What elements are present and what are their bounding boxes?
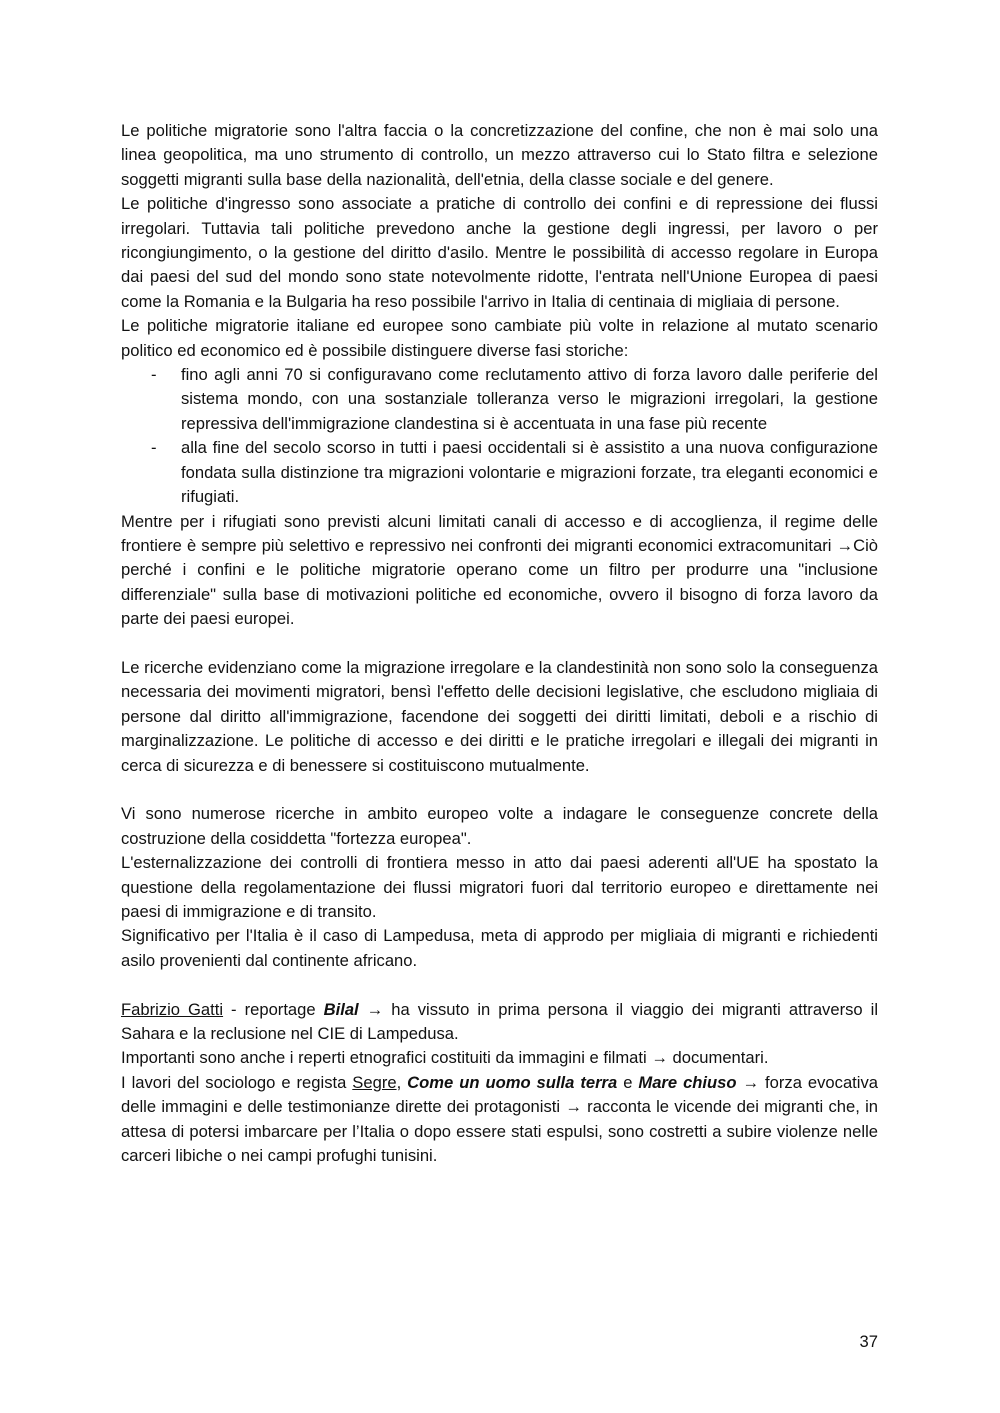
paragraph-lampedusa: Significativo per l'Italia è il caso di Lampedusa, meta di approdo per migliaia di migranti e richiedenti asilo provenienti dal continente africano. <box>121 926 878 970</box>
paragraph-entry-policies: Le politiche d'ingresso sono associate a pratiche di controllo dei confini e di repressione dei flussi irregolari. Tuttavia tali politiche prevedono anche la gestione degli ingressi, per lavoro o per ricongiungimento, o la gestione del diritto d'asilo. Mentre le possibilità di accesso regolare in Europa dai paesi del sud del mondo sono state notevolmente ridotte, l'entrata nell'Unione Europea di paesi come la Romania e la Bulgaria ha reso possibile l'arrivo in Italia di centinaia di migliaia di persone. <box>121 194 878 311</box>
text-span: , <box>396 1072 408 1092</box>
text-span: → ha vissuto in prima persona il viaggio dei migranti attraverso il Sahara e la reclusione nel CIE di Lampedusa. <box>121 999 879 1043</box>
author-segre: Segre <box>352 1072 397 1092</box>
paragraph-segre <box>121 1071 878 1169</box>
paragraph-spacer <box>121 973 878 997</box>
phases-list <box>121 363 878 509</box>
list-item-text: fino agli anni 70 si configuravano come reclutamento attivo di forza lavoro dalle periferie del sistema mondo, con una sostanziale tolleranza verso le migrazioni irregolari, la gestione repressiva dell'immigrazione clandestina si è accentuata in una fase più recente <box>181 365 878 433</box>
paragraph-ethnographic: Importanti sono anche i reperti etnografici costituiti da immagini e filmati → documentari. <box>121 1048 769 1068</box>
text-span: → forza evocativa delle immagini e delle testimonianze dirette dei protagonisti → racconta le vicende dei migranti che, in attesa di potersi imbarcare per l’Italia o dopo essere stati espulsi, sono costretti a subire violenze nelle carceri libiche o nei campi profughi tunisini. <box>121 1072 878 1166</box>
paragraph-refugees: Mentre per i rifugiati sono previsti alcuni limitati canali di accesso e di accoglienza, il regime delle frontiere è sempre più selettivo e repressivo nei confronti dei migranti economici extracomunitari →Ciò perché i confini e le politiche migratorie operano come un filtro per produrre una "inclusione differenziale" sulla base di motivazioni politiche ed economiche, ovvero il bisogno di forza lavoro da parte dei paesi europei. <box>121 511 878 629</box>
list-item <box>121 436 878 509</box>
paragraph-externalization: L'esternalizzazione dei controlli di frontiera messo in atto dai paesi aderenti all'UE ha spostato la questione della regolamentazione dei flussi migratori fuori dal territorio europeo e direttamente nei paesi di immigrazione e di transito. <box>121 853 878 921</box>
text-span: e <box>617 1072 639 1092</box>
page-number: 37 <box>859 1332 878 1351</box>
paragraph-migration-policies: Le politiche migratorie sono l'altra faccia o la concretizzazione del confine, che non è mai solo una linea geopolitica, ma uno strumento di controllo, un mezzo attraverso cui lo Stato filtra e selezione soggetti migranti sulla base della nazionalità, dell'etnia, della classe sociale e del genere. <box>121 121 878 189</box>
list-dash: - <box>151 438 157 458</box>
paragraph-historical-phases: Le politiche migratorie italiane ed europee sono cambiate più volte in relazione al mutato scenario politico ed economico ed è possibile distinguere diverse fasi storiche: <box>121 316 878 360</box>
paragraph-spacer <box>121 778 878 802</box>
title-bilal: Bilal <box>323 999 359 1019</box>
paragraph-research: Le ricerche evidenziano come la migrazione irregolare e la clandestinità non sono solo la conseguenza necessaria dei movimenti migratori, bensì l'effetto delle decisioni legislative, che escludono migliaia di persone dal diritto all'immigrazione, facendone dei soggetti dei diritti limitati, deboli e a rischio di marginalizzazione. Le politiche di accesso e dei diritti e le pratiche irregolari e illegali dei migranti in cerca di sicurezza e di benessere si costituiscono mutualmente. <box>121 657 878 775</box>
list-item-text: alla fine del secolo scorso in tutti i paesi occidentali si è assistito a una nuova configurazione fondata sulla distinzione tra migrazioni volontarie e migrazioni forzate, tra eleganti economici e rifugiati. <box>181 438 878 507</box>
paragraph-spacer <box>121 632 878 656</box>
title-come-un-uomo: Come un uomo sulla terra <box>407 1072 618 1092</box>
text-span: - reportage <box>223 999 324 1019</box>
list-dash: - <box>151 365 157 385</box>
title-mare-chiuso: Mare chiuso <box>638 1072 737 1092</box>
text-span: I lavori del sociologo e regista <box>121 1072 353 1092</box>
document-body <box>121 119 878 1168</box>
paragraph-gatti <box>121 998 878 1047</box>
list-item <box>121 363 878 436</box>
author-gatti: Fabrizio Gatti <box>121 999 224 1019</box>
paragraph-fortress-europe: Vi sono numerose ricerche in ambito europeo volte a indagare le conseguenze concrete della costruzione della cosiddetta "fortezza europea". <box>121 804 878 848</box>
